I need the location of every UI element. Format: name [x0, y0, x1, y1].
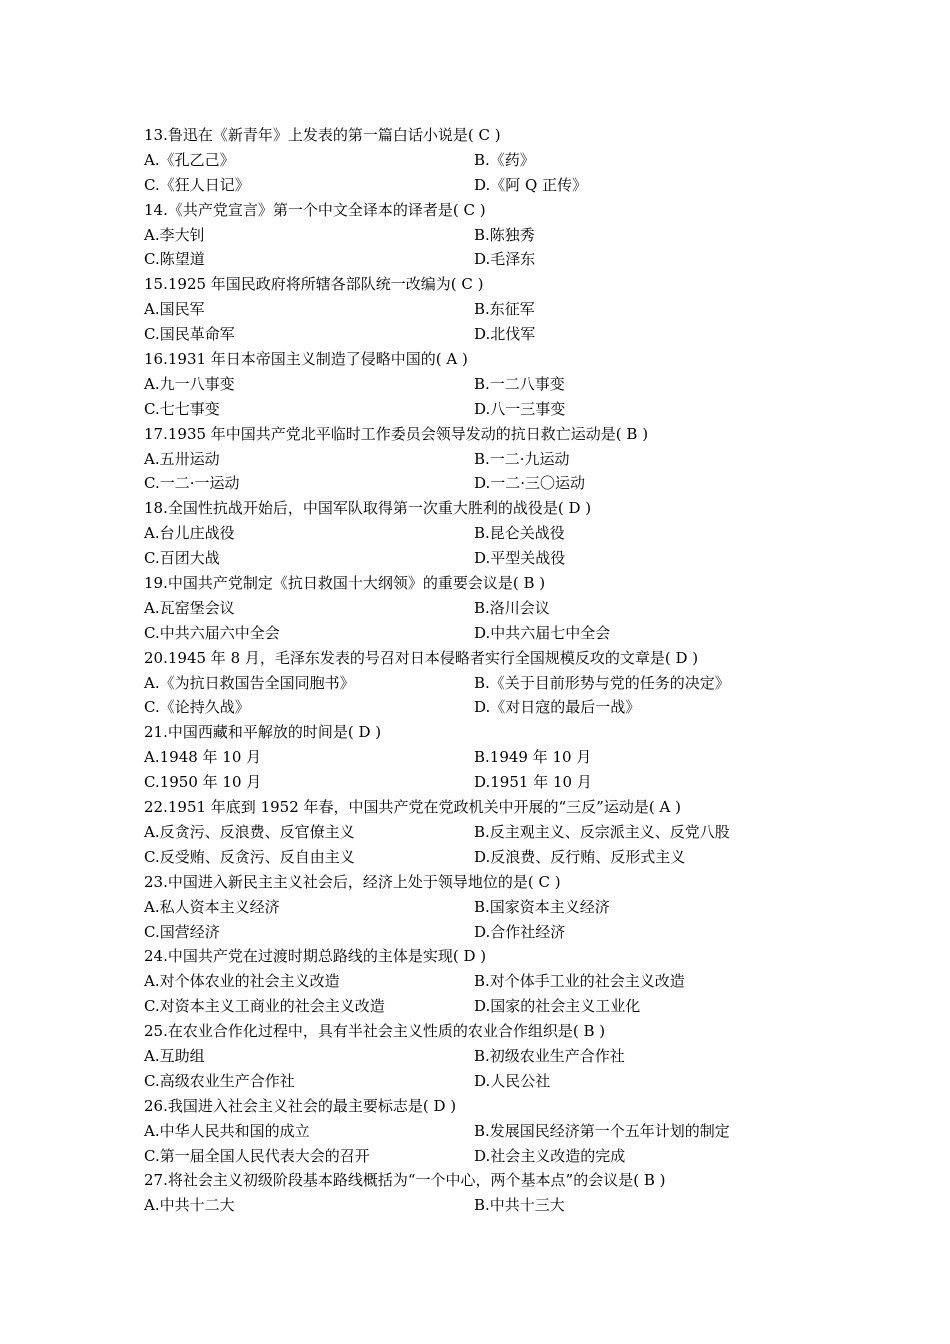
answer-option: B.发展国民经济第一个五年计划的制定 — [474, 1121, 730, 1140]
answer-option: B.洛川会议 — [474, 598, 550, 617]
answer-option: B.对个体手工业的社会主义改造 — [474, 972, 685, 991]
answer-option: C.1950 年 10 月 — [144, 773, 262, 792]
question-stem: 20.1945 年 8 月，毛泽东发表的号召对日本侵略者实行全国规模反攻的文章是( D ) — [144, 648, 699, 667]
option-row — [144, 895, 784, 920]
answer-option: B.一二八事变 — [474, 374, 565, 393]
option-row — [144, 397, 784, 422]
answer-option: A.《孔乙己》 — [144, 150, 235, 169]
answer-option: C.国民革命军 — [144, 325, 235, 344]
answer-option: D.合作社经济 — [474, 922, 566, 941]
answer-option: A.互助组 — [144, 1046, 205, 1065]
answer-option: B.1949 年 10 月 — [474, 748, 592, 767]
option-row — [144, 372, 784, 397]
answer-option: B.初级农业生产合作社 — [474, 1046, 625, 1065]
option-row — [144, 148, 784, 173]
answer-option: C.中共六届六中全会 — [144, 623, 280, 642]
option-row — [144, 1119, 784, 1144]
answer-option: D.国家的社会主义工业化 — [474, 997, 641, 1016]
answer-option: C.《狂人日记》 — [144, 175, 250, 194]
option-row — [144, 297, 784, 322]
exam-page — [144, 123, 784, 1218]
answer-option: B.中共十三大 — [474, 1196, 565, 1215]
answer-option: B.昆仑关战役 — [474, 524, 565, 543]
option-row — [144, 1069, 784, 1094]
answer-option: A.九一八事变 — [144, 374, 235, 393]
option-row — [144, 596, 784, 621]
answer-option: D.1951 年 10 月 — [474, 773, 592, 792]
question-stem: 25.在农业合作化过程中，具有半社会主义性质的农业合作组织是( B ) — [144, 1022, 606, 1041]
option-row — [144, 621, 784, 646]
option-row — [144, 546, 784, 571]
answer-option: A.中共十二大 — [144, 1196, 235, 1215]
option-row — [144, 920, 784, 945]
option-row — [144, 447, 784, 472]
answer-option: D.《对日寇的最后一战》 — [474, 698, 641, 717]
answer-option: C.《论持久战》 — [144, 698, 250, 717]
answer-option: A.对个体农业的社会主义改造 — [144, 972, 340, 991]
option-row — [144, 1144, 784, 1169]
question-stem: 22.1951 年底到 1952 年春，中国共产党在党政机关中开展的“三反”运动是( A ) — [144, 798, 681, 817]
answer-option: C.一二·一运动 — [144, 474, 240, 493]
question-stem: 21.中国西藏和平解放的时间是( D ) — [144, 723, 382, 742]
answer-option: A.《为抗日救国告全国同胞书》 — [144, 673, 355, 692]
answer-option: B.反主观主义、反宗派主义、反党八股 — [474, 822, 730, 841]
option-row — [144, 223, 784, 248]
answer-option: C.七七事变 — [144, 399, 220, 418]
answer-option: D.八一三事变 — [474, 399, 566, 418]
answer-option: C.反受贿、反贪污、反自由主义 — [144, 847, 355, 866]
answer-option: A.中华人民共和国的成立 — [144, 1121, 310, 1140]
question-stem: 19.中国共产党制定《抗日救国十大纲领》的重要会议是( B ) — [144, 574, 546, 593]
option-row — [144, 770, 784, 795]
option-row — [144, 671, 784, 696]
answer-option: D.北伐军 — [474, 325, 536, 344]
question-stem: 23.中国进入新民主主义社会后，经济上处于领导地位的是( C ) — [144, 872, 561, 891]
answer-option: D.一二·三〇运动 — [474, 474, 586, 493]
answer-option: C.陈望道 — [144, 250, 205, 269]
answer-option: D.人民公社 — [474, 1071, 551, 1090]
question-stem: 27.将社会主义初级阶段基本路线概括为“一个中心，两个基本点”的会议是( B ) — [144, 1171, 666, 1190]
answer-option: A.台儿庄战役 — [144, 524, 235, 543]
answer-option: D.反浪费、反行贿、反形式主义 — [474, 847, 686, 866]
answer-option: A.私人资本主义经济 — [144, 897, 280, 916]
option-row — [144, 1193, 784, 1218]
answer-option: D.中共六届七中全会 — [474, 623, 611, 642]
answer-option: A.反贪污、反浪费、反官僚主义 — [144, 822, 355, 841]
answer-option: A.1948 年 10 月 — [144, 748, 262, 767]
answer-option: B.一二·九运动 — [474, 449, 570, 468]
option-row — [144, 521, 784, 546]
option-row — [144, 1044, 784, 1069]
answer-option: C.高级农业生产合作社 — [144, 1071, 295, 1090]
answer-option: B.《关于目前形势与党的任务的决定》 — [474, 673, 730, 692]
question-stem: 17.1935 年中国共产党北平临时工作委员会领导发动的抗日救亡运动是( B ) — [144, 424, 649, 443]
option-row — [144, 247, 784, 272]
option-row — [144, 745, 784, 770]
answer-option: D.社会主义改造的完成 — [474, 1146, 626, 1165]
option-row — [144, 969, 784, 994]
answer-option: B.陈独秀 — [474, 225, 535, 244]
answer-option: C.对资本主义工商业的社会主义改造 — [144, 997, 385, 1016]
option-row — [144, 322, 784, 347]
answer-option: A.李大钊 — [144, 225, 205, 244]
question-stem: 16.1931 年日本帝国主义制造了侵略中国的( A ) — [144, 350, 468, 369]
answer-option: B.东征军 — [474, 300, 535, 319]
answer-option: A.瓦窑堡会议 — [144, 598, 235, 617]
question-stem: 14.《共产党宣言》第一个中文全译本的译者是( C ) — [144, 200, 486, 219]
answer-option: D.毛泽东 — [474, 250, 536, 269]
option-row — [144, 994, 784, 1019]
question-stem: 24.中国共产党在过渡时期总路线的主体是实现( D ) — [144, 947, 487, 966]
option-row — [144, 173, 784, 198]
answer-option: C.第一届全国人民代表大会的召开 — [144, 1146, 370, 1165]
question-stem: 13.鲁迅在《新青年》上发表的第一篇白话小说是( C ) — [144, 126, 501, 144]
option-row — [144, 820, 784, 845]
question-stem: 15.1925 年国民政府将所辖各部队统一改编为( C ) — [144, 275, 484, 294]
answer-option: A.国民军 — [144, 300, 205, 319]
option-row — [144, 471, 784, 496]
question-stem: 18.全国性抗战开始后，中国军队取得第一次重大胜利的战役是( D ) — [144, 499, 592, 518]
answer-option: A.五卅运动 — [144, 449, 220, 468]
question-stem: 26.我国进入社会主义社会的最主要标志是( D ) — [144, 1096, 457, 1115]
answer-option: D.平型关战役 — [474, 549, 566, 568]
answer-option: B.《药》 — [474, 150, 535, 169]
option-row — [144, 845, 784, 870]
answer-option: B.国家资本主义经济 — [474, 897, 610, 916]
option-row — [144, 695, 784, 720]
answer-option: D.《阿 Q 正传》 — [474, 175, 588, 194]
answer-option: C.百团大战 — [144, 549, 220, 568]
answer-option: C.国营经济 — [144, 922, 220, 941]
